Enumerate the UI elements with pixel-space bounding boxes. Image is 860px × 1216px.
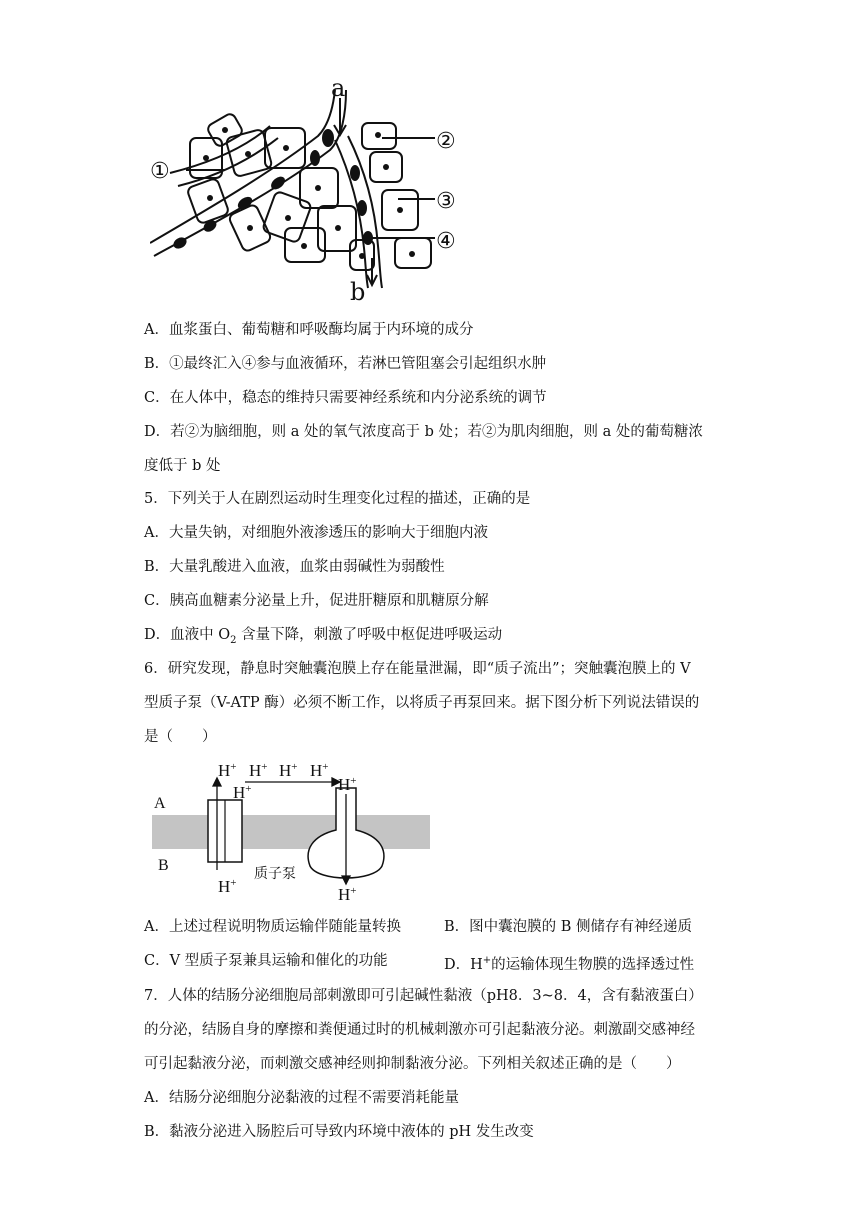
q4-option-b: B．①最终汇入④参与血液循环，若淋巴管阻塞会引起组织水肿 — [144, 356, 547, 372]
ion-h-6: H+ — [338, 775, 357, 794]
pump-label: 质子泵 — [254, 866, 296, 882]
q7-option-a: A．结肠分泌细胞分泌黏液的过程不需要消耗能量 — [144, 1090, 459, 1106]
side-a-label: A — [154, 795, 166, 812]
q6-option-d: D．H+的运输体现生物膜的选择透过性 — [444, 955, 695, 973]
q7-stem-line1: 7．人体的结肠分泌细胞局部刺激即可引起碱性黏液（pH8．3~8．4，含有黏液蛋白） — [144, 988, 703, 1004]
q4-option-d-line2: 度低于 b 处 — [144, 458, 221, 474]
q5-option-d: D．血液中 $O_2$ 含量下降，刺激了呼吸中枢促进呼吸运动 — [144, 627, 503, 646]
ion-h-2: H+ — [233, 783, 252, 802]
ion-h-1: H+ — [218, 761, 237, 780]
marker-3: ③ — [436, 189, 456, 214]
q5-option-b: B．大量乳酸进入血液，血浆由弱碱性为弱酸性 — [144, 559, 445, 575]
q6-stem-line3: 是（ ） — [144, 729, 217, 745]
membrane — [152, 815, 430, 849]
q5-stem: 5．下列关于人在剧烈运动时生理变化过程的描述，正确的是 — [144, 491, 531, 507]
q7-stem-line3: 可引起黏液分泌，而刺激交感神经则抑制黏液分泌。下列相关叙述正确的是（ ） — [144, 1056, 681, 1072]
q6-option-a: A．上述过程说明物质运输伴随能量转换 — [144, 919, 401, 935]
q5-option-a: A．大量失钠，对细胞外液渗透压的影响大于细胞内液 — [144, 525, 488, 541]
label-a: a — [331, 78, 346, 102]
q4-option-c: C．在人体中，稳态的维持只需要神经系统和内分泌系统的调节 — [144, 390, 547, 406]
ion-h-8: H+ — [338, 885, 357, 904]
q6-option-b: B．图中囊泡膜的 B 侧储存有神经递质 — [444, 919, 693, 935]
ion-h-3: H+ — [249, 761, 268, 780]
label-b: b — [350, 278, 366, 304]
marker-1: ① — [150, 159, 170, 184]
side-b-label: B — [158, 857, 169, 874]
proton-pump-diagram — [150, 758, 440, 908]
q6-stem-line1: 6．研究发现，静息时突触囊泡膜上存在能量泄漏，即“质子流出”；突触囊泡膜上的 V — [144, 661, 691, 677]
q5-option-c: C．胰高血糖素分泌量上升，促进肝糖原和肌糖原分解 — [144, 593, 489, 609]
q4-option-d-line1: D．若②为脑细胞，则 a 处的氧气浓度高于 b 处；若②为肌肉细胞，则 a 处的葡萄糖浓 — [144, 424, 703, 440]
tissue-fluid-diagram — [150, 78, 470, 304]
q4-option-a: A．血浆蛋白、葡萄糖和呼吸酶均属于内环境的成分 — [144, 322, 474, 338]
marker-2: ② — [436, 129, 456, 154]
q6-option-c: C．V 型质子泵兼具运输和催化的功能 — [144, 953, 388, 969]
marker-4: ④ — [436, 229, 456, 254]
ion-h-4: H+ — [279, 761, 298, 780]
q7-option-b: B．黏液分泌进入肠腔后可导致内环境中液体的 pH 发生改变 — [144, 1124, 534, 1140]
ion-h-7: H+ — [218, 877, 237, 896]
q7-stem-line2: 的分泌，结肠自身的摩擦和粪便通过时的机械刺激亦可引起黏液分泌。刺激副交感神经 — [144, 1022, 695, 1038]
ion-h-5: H+ — [310, 761, 329, 780]
q6-stem-line2: 型质子泵（V-ATP 酶）必须不断工作，以将质子再泵回来。据下图分析下列说法错误的 — [144, 695, 700, 711]
